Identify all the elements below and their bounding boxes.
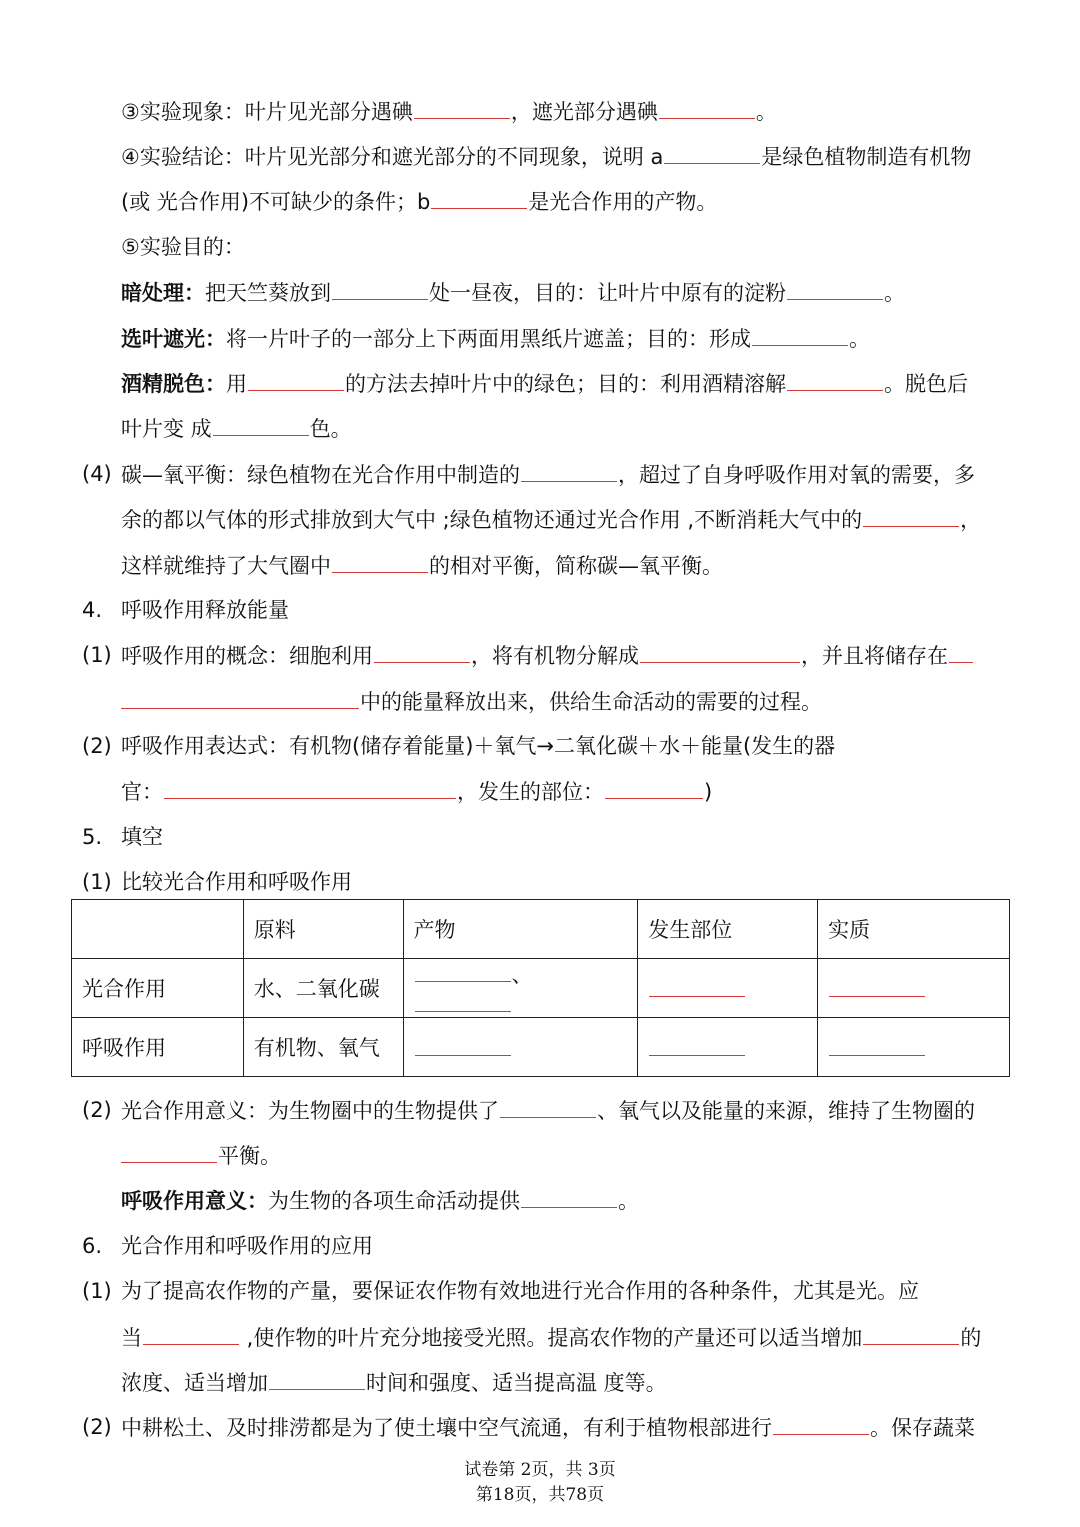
text-line — [121, 1185, 639, 1216]
table-cell: 水、二氧化碳 — [243, 959, 403, 1018]
page-footer: 试卷第 2页，共 3页 — [464, 1460, 616, 1480]
answer-blank[interactable] — [269, 1367, 365, 1390]
item-number: (4) — [82, 462, 112, 486]
text: 的相对平衡，简称碳—氧平衡。 — [429, 554, 723, 578]
bold-label: 暗处理： — [121, 281, 205, 305]
text: 当 — [121, 1326, 142, 1350]
answer-blank[interactable] — [829, 974, 925, 997]
answer-blank[interactable] — [829, 1033, 925, 1056]
answer-blank[interactable] — [332, 550, 428, 573]
text: 中耕松土、及时排涝都是为了使土壤中空气流通，有利于植物根部进行 — [121, 1416, 772, 1440]
table-header-row — [72, 900, 1010, 959]
text: 。 — [755, 100, 777, 124]
table-cell — [403, 1018, 638, 1077]
answer-blank[interactable] — [649, 1033, 745, 1056]
text: ， — [960, 508, 982, 532]
answer-blank[interactable] — [415, 1033, 511, 1056]
text-line — [121, 413, 352, 444]
answer-blank[interactable] — [164, 776, 456, 799]
text: 。脱色后 — [884, 372, 968, 396]
item-number: (2) — [82, 1098, 112, 1122]
text: 把天竺葵放到 — [205, 281, 331, 305]
table-cell: 有机物、氧气 — [243, 1018, 403, 1077]
answer-blank[interactable] — [949, 640, 973, 663]
table-cell — [638, 959, 818, 1018]
table-row — [72, 959, 1010, 1018]
text: 时间和强度、适当提高温 度等。 — [366, 1371, 667, 1395]
answer-blank[interactable] — [863, 1322, 959, 1345]
answer-blank[interactable] — [659, 96, 755, 119]
answer-blank[interactable] — [500, 1095, 596, 1118]
answer-blank[interactable] — [649, 974, 745, 997]
answer-blank[interactable] — [752, 323, 848, 346]
text-line — [121, 1412, 975, 1443]
table-header-cell — [72, 900, 244, 959]
text: 呼吸作用的概念：细胞利用 — [121, 644, 373, 668]
item-number: (1) — [82, 643, 112, 667]
text-line: 呼吸作用表达式：有机物(储存着能量)＋氧气→二氧化碳＋水＋能量(发生的器 — [121, 734, 836, 758]
text: (或 光合作用)不可缺少的条件；b — [121, 190, 431, 214]
answer-blank[interactable] — [121, 686, 359, 709]
bold-label: 酒精脱色： — [121, 372, 226, 396]
section-number: 5. — [82, 825, 103, 849]
text-line — [121, 141, 971, 172]
text: 。保存蔬菜 — [870, 1416, 975, 1440]
answer-blank[interactable] — [863, 504, 959, 527]
text: ) — [704, 780, 713, 804]
text: ③实验现象：叶片见光部分遇碘 — [121, 100, 413, 124]
table-cell — [403, 959, 638, 1018]
answer-blank[interactable] — [521, 459, 617, 482]
answer-blank[interactable] — [248, 368, 344, 391]
text: 浓度、适当增加 — [121, 1371, 268, 1395]
text-line — [121, 1322, 981, 1353]
item-number: (1) — [82, 870, 112, 894]
text: 叶片变 成 — [121, 417, 212, 441]
section-title: 填空 — [121, 825, 163, 849]
text: 。 — [884, 281, 905, 305]
text: ⑤实验目的： — [121, 235, 245, 259]
section-title: 光合作用和呼吸作用的应用 — [121, 1234, 373, 1258]
table-row-label: 呼吸作用 — [72, 1018, 244, 1077]
text-line — [121, 368, 968, 399]
answer-blank[interactable] — [415, 959, 511, 982]
item-number: (2) — [82, 734, 112, 758]
table-cell — [818, 1018, 1010, 1077]
table-header-cell: 实质 — [818, 900, 1010, 959]
text-line: 比较光合作用和呼吸作用 — [121, 870, 352, 894]
text-line — [121, 504, 981, 535]
text-line — [121, 323, 870, 354]
text: 平衡。 — [218, 1144, 281, 1168]
answer-blank[interactable] — [787, 368, 883, 391]
text-line — [121, 776, 712, 807]
text: 将一片叶子的一部分上下两面用黑纸片遮盖；目的：形成 — [226, 327, 751, 351]
text: 碳—氧平衡：绿色植物在光合作用中制造的 — [121, 463, 520, 487]
bold-label: 选叶遮光： — [121, 327, 226, 351]
text-line — [121, 277, 905, 308]
text: 的 — [960, 1326, 982, 1350]
text: ④实验结论：叶片见光部分和遮光部分的不同现象，说明 a — [121, 145, 664, 169]
text: ，并且将储存在 — [801, 644, 948, 668]
text: 的方法去掉叶片中的绿色；目的：利用酒精溶解 — [345, 372, 786, 396]
text-line — [121, 186, 717, 217]
text-line — [121, 1140, 281, 1171]
text: 。 — [849, 327, 870, 351]
answer-blank[interactable] — [414, 96, 510, 119]
text: 。 — [618, 1189, 639, 1213]
table-header-cell: 发生部位 — [638, 900, 818, 959]
text-line — [121, 686, 822, 717]
table-row-label: 光合作用 — [72, 959, 244, 1018]
text: 是光合作用的产物。 — [528, 190, 718, 214]
text: ,使作物的叶片充分地接受光照。提高农作物的产量还可以适当增加 — [240, 1326, 863, 1350]
page-counter: 第18页，共78页 — [475, 1485, 605, 1505]
table-header-cell: 原料 — [243, 900, 403, 959]
text: 这样就维持了大气圈中 — [121, 554, 331, 578]
text-line — [121, 640, 974, 671]
answer-blank[interactable] — [374, 640, 470, 663]
text: 、氧气以及能量的来源，维持了生物圈的 — [597, 1099, 975, 1123]
bold-label: 呼吸作用意义： — [121, 1189, 268, 1213]
answer-blank[interactable] — [332, 277, 428, 300]
separator: 、 — [511, 963, 533, 987]
text: 中的能量释放出来，供给生命活动的需要的过程。 — [360, 690, 822, 714]
text-line — [121, 550, 723, 581]
text: 官： — [121, 780, 163, 804]
answer-blank[interactable] — [773, 1412, 869, 1435]
answer-blank[interactable] — [521, 1185, 617, 1208]
text-line — [121, 96, 777, 127]
text-line — [121, 1095, 975, 1126]
section-title: 呼吸作用释放能量 — [121, 598, 289, 622]
text-line — [121, 459, 975, 490]
answer-blank[interactable] — [664, 141, 760, 164]
text: 处一昼夜，目的：让叶片中原有的淀粉 — [429, 281, 786, 305]
text: 为生物的各项生命活动提供 — [268, 1189, 520, 1213]
text: ，将有机物分解成 — [471, 644, 639, 668]
text-line: 为了提高农作物的产量，要保证农作物有效地进行光合作用的各种条件，尤其是光。应 — [121, 1279, 919, 1303]
text: 余的都以气体的形式排放到大气中 ;绿色植物还通过光合作用 ,不断消耗大气中的 — [121, 508, 863, 532]
section-number: 6. — [82, 1234, 103, 1258]
text: ，超过了自身呼吸作用对氧的需要，多 — [618, 463, 975, 487]
table-header-cell: 产物 — [403, 900, 638, 959]
answer-blank[interactable] — [415, 989, 511, 1012]
text: ，遮光部分遇碘 — [510, 100, 658, 124]
text-line — [121, 1367, 667, 1398]
answer-blank[interactable] — [640, 640, 800, 663]
comparison-table — [71, 899, 1010, 1077]
text: 光合作用意义：为生物圈中的生物提供了 — [121, 1099, 499, 1123]
table-row — [72, 1018, 1010, 1077]
answer-blank[interactable] — [143, 1322, 239, 1345]
table-cell — [638, 1018, 818, 1077]
text: ，发生的部位： — [457, 780, 604, 804]
text-line — [121, 232, 245, 262]
answer-blank[interactable] — [605, 776, 703, 799]
text: 是绿色植物制造有机物 — [761, 145, 972, 169]
table-cell — [818, 959, 1010, 1018]
item-number: (2) — [82, 1415, 112, 1439]
text: 用 — [226, 372, 247, 396]
text: 色。 — [309, 417, 352, 441]
section-number: 4. — [82, 598, 103, 622]
answer-blank[interactable] — [213, 413, 309, 436]
answer-blank[interactable] — [431, 186, 527, 209]
item-number: (1) — [82, 1279, 112, 1303]
answer-blank[interactable] — [787, 277, 883, 300]
answer-blank[interactable] — [121, 1140, 217, 1163]
